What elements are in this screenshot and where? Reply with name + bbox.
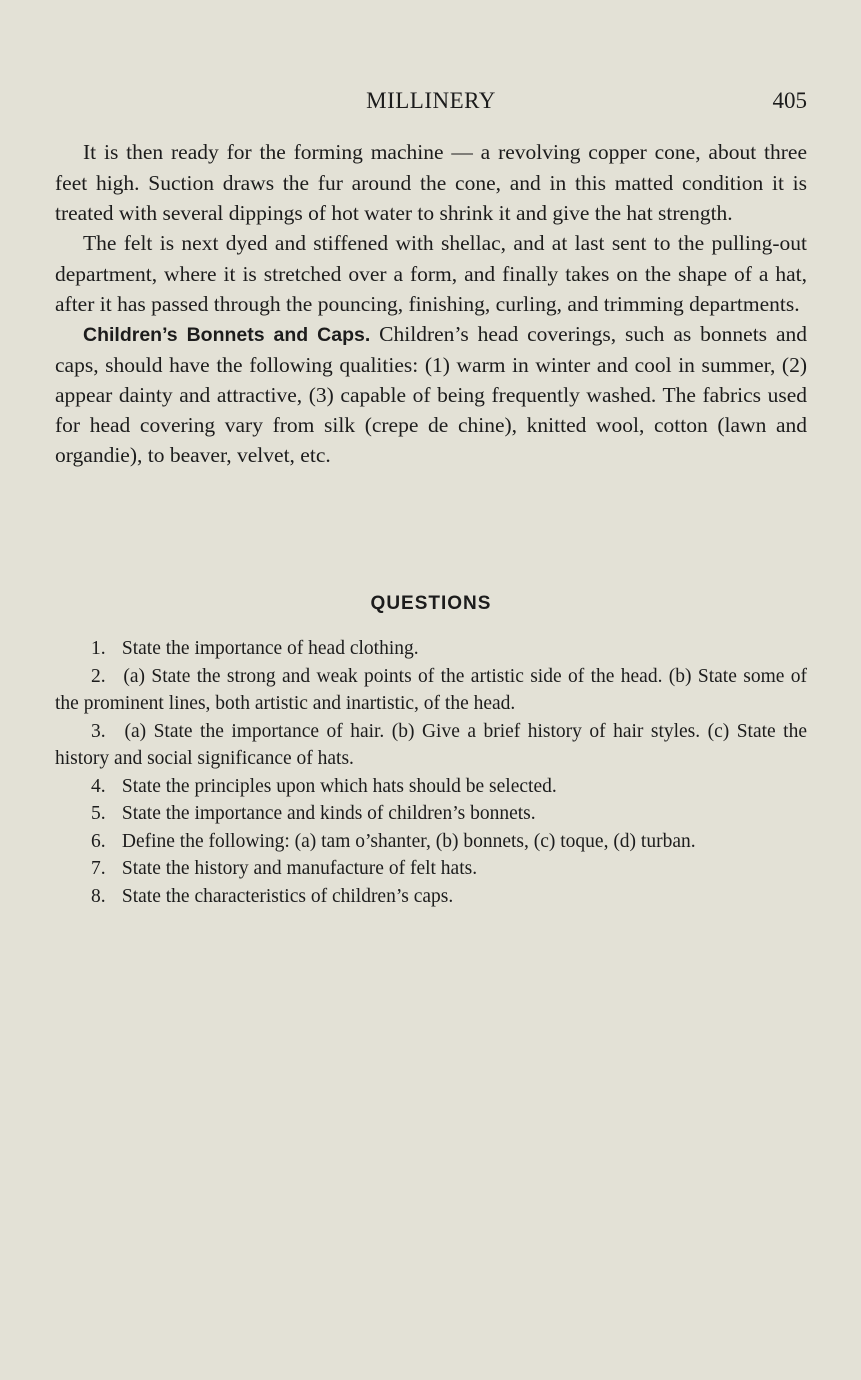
paragraph-forming-machine [55,137,807,228]
question-item [55,855,807,883]
section-run-in-heading: Children’s Bonnets and Caps. [83,324,371,346]
question-number: 7. [91,858,106,879]
questions-heading: QUESTIONS [370,593,492,614]
question-number: 4. [91,775,106,797]
question-text: (a) State the importance of hair. (b) Give a brief history of hair styles. (c) State the history and social significance of hats. [55,720,807,769]
question-item [55,828,807,856]
question-number: 2. [91,665,106,687]
question-number: 5. [91,803,106,824]
question-text: State the importance and kinds of children’s bonnets. [121,803,536,824]
question-text: Define the following: (a) tam o’shanter, (b) bonnets, (c) toque, (d) turban. [121,830,696,852]
question-number: 3. [91,720,106,742]
question-text: State the history and manufacture of felt hats. [121,858,478,879]
question-item [55,635,807,663]
questions-list [55,635,807,910]
question-number: 1. [91,638,106,659]
question-text: State the principles upon which hats should be selected. [121,775,557,797]
paragraph-text: The felt is next dyed and stiffened with shellac, and at last sent to the pulling-out department, where it is stretched over a form, and finally takes on the shape of a hat, after it has passed through the pouncing, finishing, curling, and trimming departments. [55,231,807,316]
question-text: State the importance of head clothing. [121,638,419,659]
question-number: 8. [91,885,106,907]
paragraph-text: It is then ready for the forming machine — a revolving copper cone, about three feet high. Suction draws the fur around the cone, and in this matted condition it is treated with several dippings of hot water to shrink it and give the hat strength. [55,140,807,225]
running-title: MILLINERY [366,88,496,113]
question-item [55,663,807,718]
page-content [55,0,807,1380]
page-number: 405 [772,88,807,113]
question-text: (a) State the strong and weak points of the artistic side of the head. (b) State some of the prominent lines, both artistic and inartistic, of the head. [55,665,807,714]
question-number: 6. [91,830,106,852]
paragraph-text: Children’s head coverings, such as bonnets and caps, should have the following qualities: (1) warm in winter and cool in summer, (2) appear dainty and attractive, (3) capable of being frequently washed. The fabrics used for head covering vary from silk (crepe de chine), knitted wool, cotton (lawn and organdie), to beaver, velvet, etc. [55,322,807,467]
question-item [55,883,807,911]
question-text: State the characteristics of children’s caps. [121,885,454,907]
body-text [55,137,807,470]
question-item [55,773,807,801]
question-item [55,718,807,773]
page-header [55,84,807,118]
question-item [55,800,807,828]
paragraph-childrens-bonnets [55,319,807,470]
paragraph-felt-dyeing [55,228,807,319]
